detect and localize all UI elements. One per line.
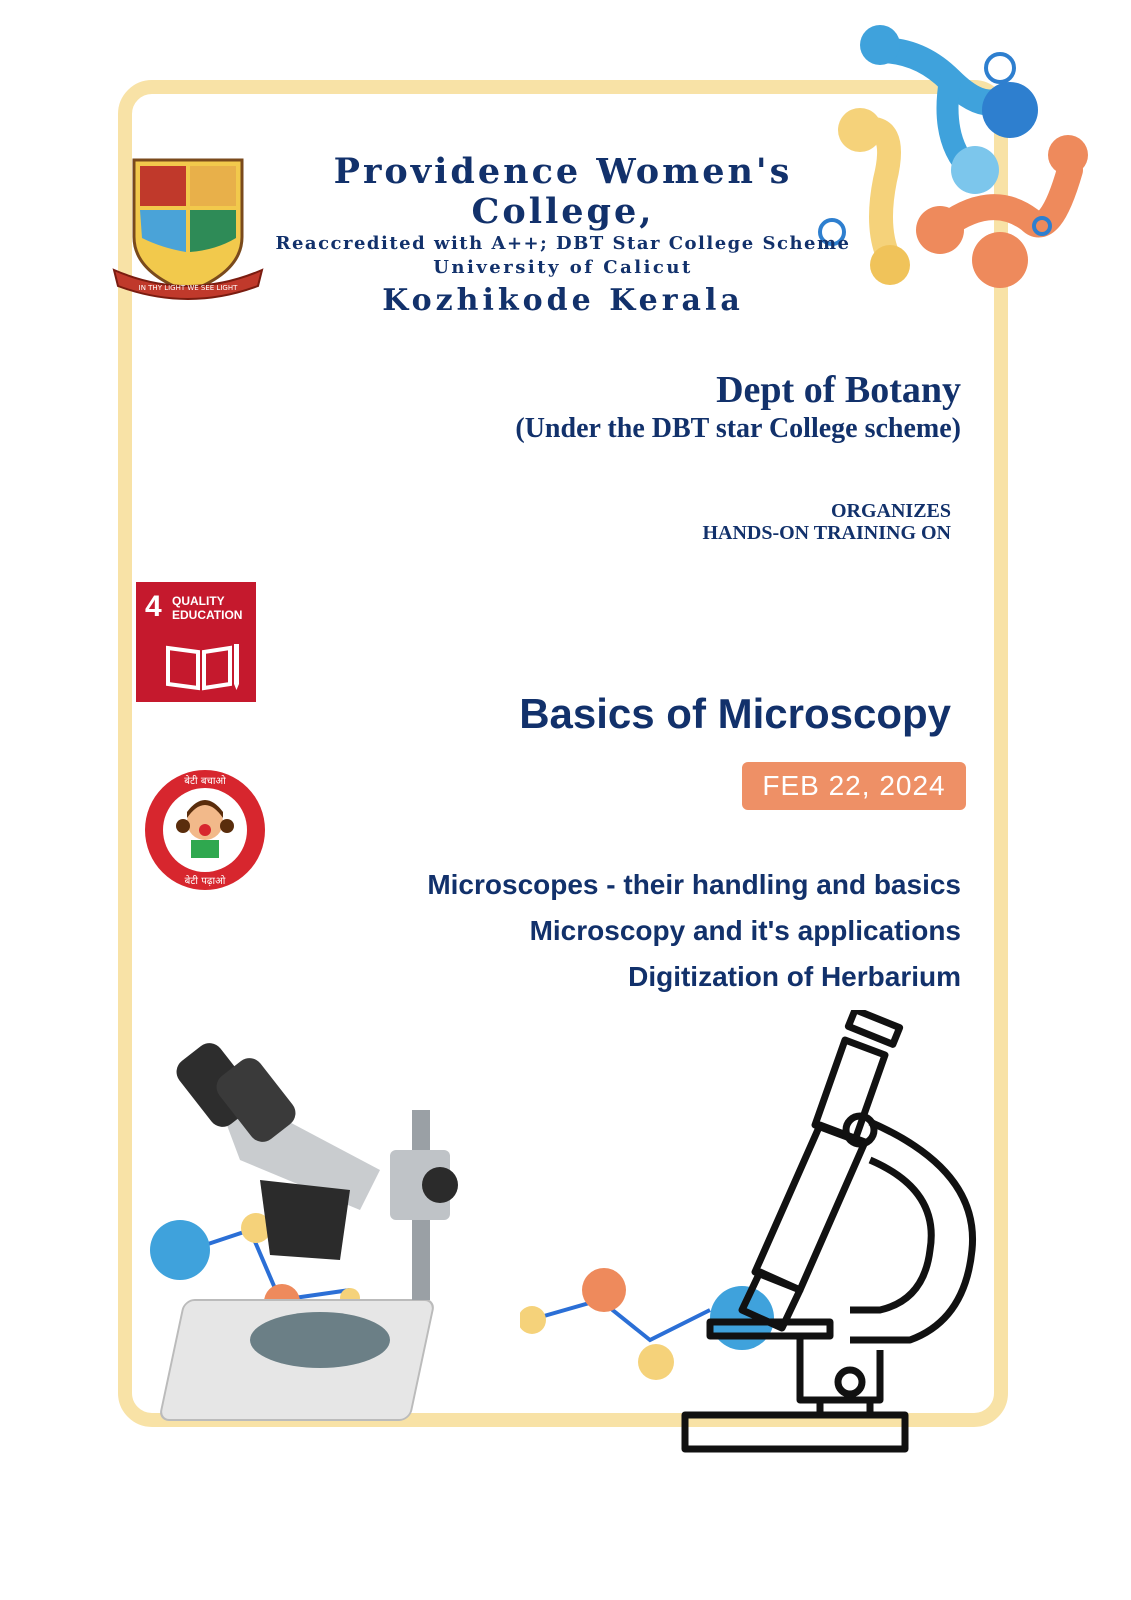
sdg-label (172, 594, 242, 622)
book-icon (164, 640, 242, 692)
organizes-line1: ORGANIZES (830, 500, 951, 522)
event-date-badge: FEB 22, 2024 (742, 762, 966, 810)
college-name: Providence Women's College, (333, 151, 793, 232)
topics-list (427, 862, 961, 1000)
department-block (515, 368, 961, 446)
sdg-label-line2: EDUCATION (172, 608, 243, 622)
college-header (238, 152, 888, 320)
topic-item-2: Microscopy and it's applications (529, 915, 961, 946)
organizes-block (702, 500, 951, 544)
beti-bachao-logo (143, 768, 267, 892)
event-title: Basics of Microscopy (519, 690, 951, 737)
college-location: Kozhikode Kerala (382, 283, 744, 318)
department-title: Dept of Botany (716, 369, 961, 411)
college-university: University of Calicut (433, 257, 693, 278)
organizes-line2: HANDS-ON TRAINING ON (702, 522, 951, 544)
beti-top-text: बेटी बचाओ (184, 776, 226, 787)
beti-bottom-text: बेटी पढ़ाओ (184, 876, 226, 887)
department-subtitle: (Under the DBT star College scheme) (515, 413, 961, 444)
sdg-label-line1: QUALITY (172, 594, 225, 608)
college-accreditation: Reaccredited with A++; DBT Star College Scheme (275, 233, 851, 254)
topic-item-3: Digitization of Herbarium (628, 961, 961, 992)
stereo-microscope-illustration (150, 1040, 510, 1480)
sdg-quality-education-badge (136, 582, 256, 702)
compound-microscope-illustration (520, 1010, 1000, 1470)
crest-motto: IN THY LIGHT WE SEE LIGHT (138, 284, 238, 292)
sdg-number: 4 (145, 590, 162, 623)
topic-item-1: Microscopes - their handling and basics (427, 869, 961, 900)
